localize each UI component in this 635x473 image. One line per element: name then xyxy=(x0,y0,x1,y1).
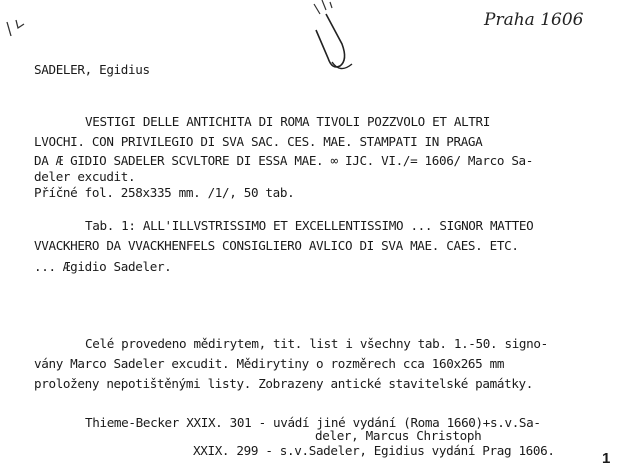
clip-mark-icon xyxy=(296,0,362,80)
tab-line-1: Tab. 1: ALL'ILLVSTRISSIMO ET EXCELLENTISSIMO ... SIGNOR MATTEO xyxy=(85,218,534,233)
card-number: 1 xyxy=(602,450,611,467)
description-line-3: proloženy nepotištěnými listy. Zobrazeny antické stavitelské památky. xyxy=(34,376,534,391)
title-line-1: VESTIGI DELLE ANTICHITA DI ROMA TIVOLI POZZVOLO ET ALTRI xyxy=(85,114,490,129)
author-heading: SADELER, Egidius xyxy=(34,62,150,77)
title-line-2: LVOCHI. CON PRIVILEGIO DI SVA SAC. CES. MAE. STAMPATI IN PRAGA xyxy=(34,134,483,149)
tab-line-3: ... Ægidio Sadeler. xyxy=(34,259,172,274)
reference-line-3: XXIX. 299 - s.v.Sadeler, Egidius vydání Prag 1606. xyxy=(193,443,555,458)
format-line: Příčné fol. 258x335 mm. /1/, 50 tab. xyxy=(34,185,295,200)
tab-line-2: VVACKHERO DA VVACKHENFELS CONSIGLIERO AVLICO DI SVA MAE. CAES. ETC. xyxy=(34,238,519,253)
title-line-3: DA Æ GIDIO SADELER SCVLTORE DI ESSA MAE. ∞ IJC. VI./= 1606/ Marco Sa- xyxy=(34,153,534,168)
description-line-2: vány Marco Sadeler excudit. Mědirytiny o rozměrech cca 160x265 mm xyxy=(34,356,505,371)
description-line-1: Celé provedeno mědirytem, tit. list i všechny tab. 1.-50. signo- xyxy=(85,336,548,351)
title-line-4: deler excudit. xyxy=(34,169,136,184)
handwritten-location-date: Praha 1606 xyxy=(484,10,584,30)
pen-mark-icon xyxy=(2,14,32,42)
reference-line-1: Thieme-Becker XXIX. 301 - uvádí jiné vydání (Roma 1660)+s.v.Sa- xyxy=(85,415,541,430)
reference-line-2: deler, Marcus Christoph xyxy=(315,428,482,443)
